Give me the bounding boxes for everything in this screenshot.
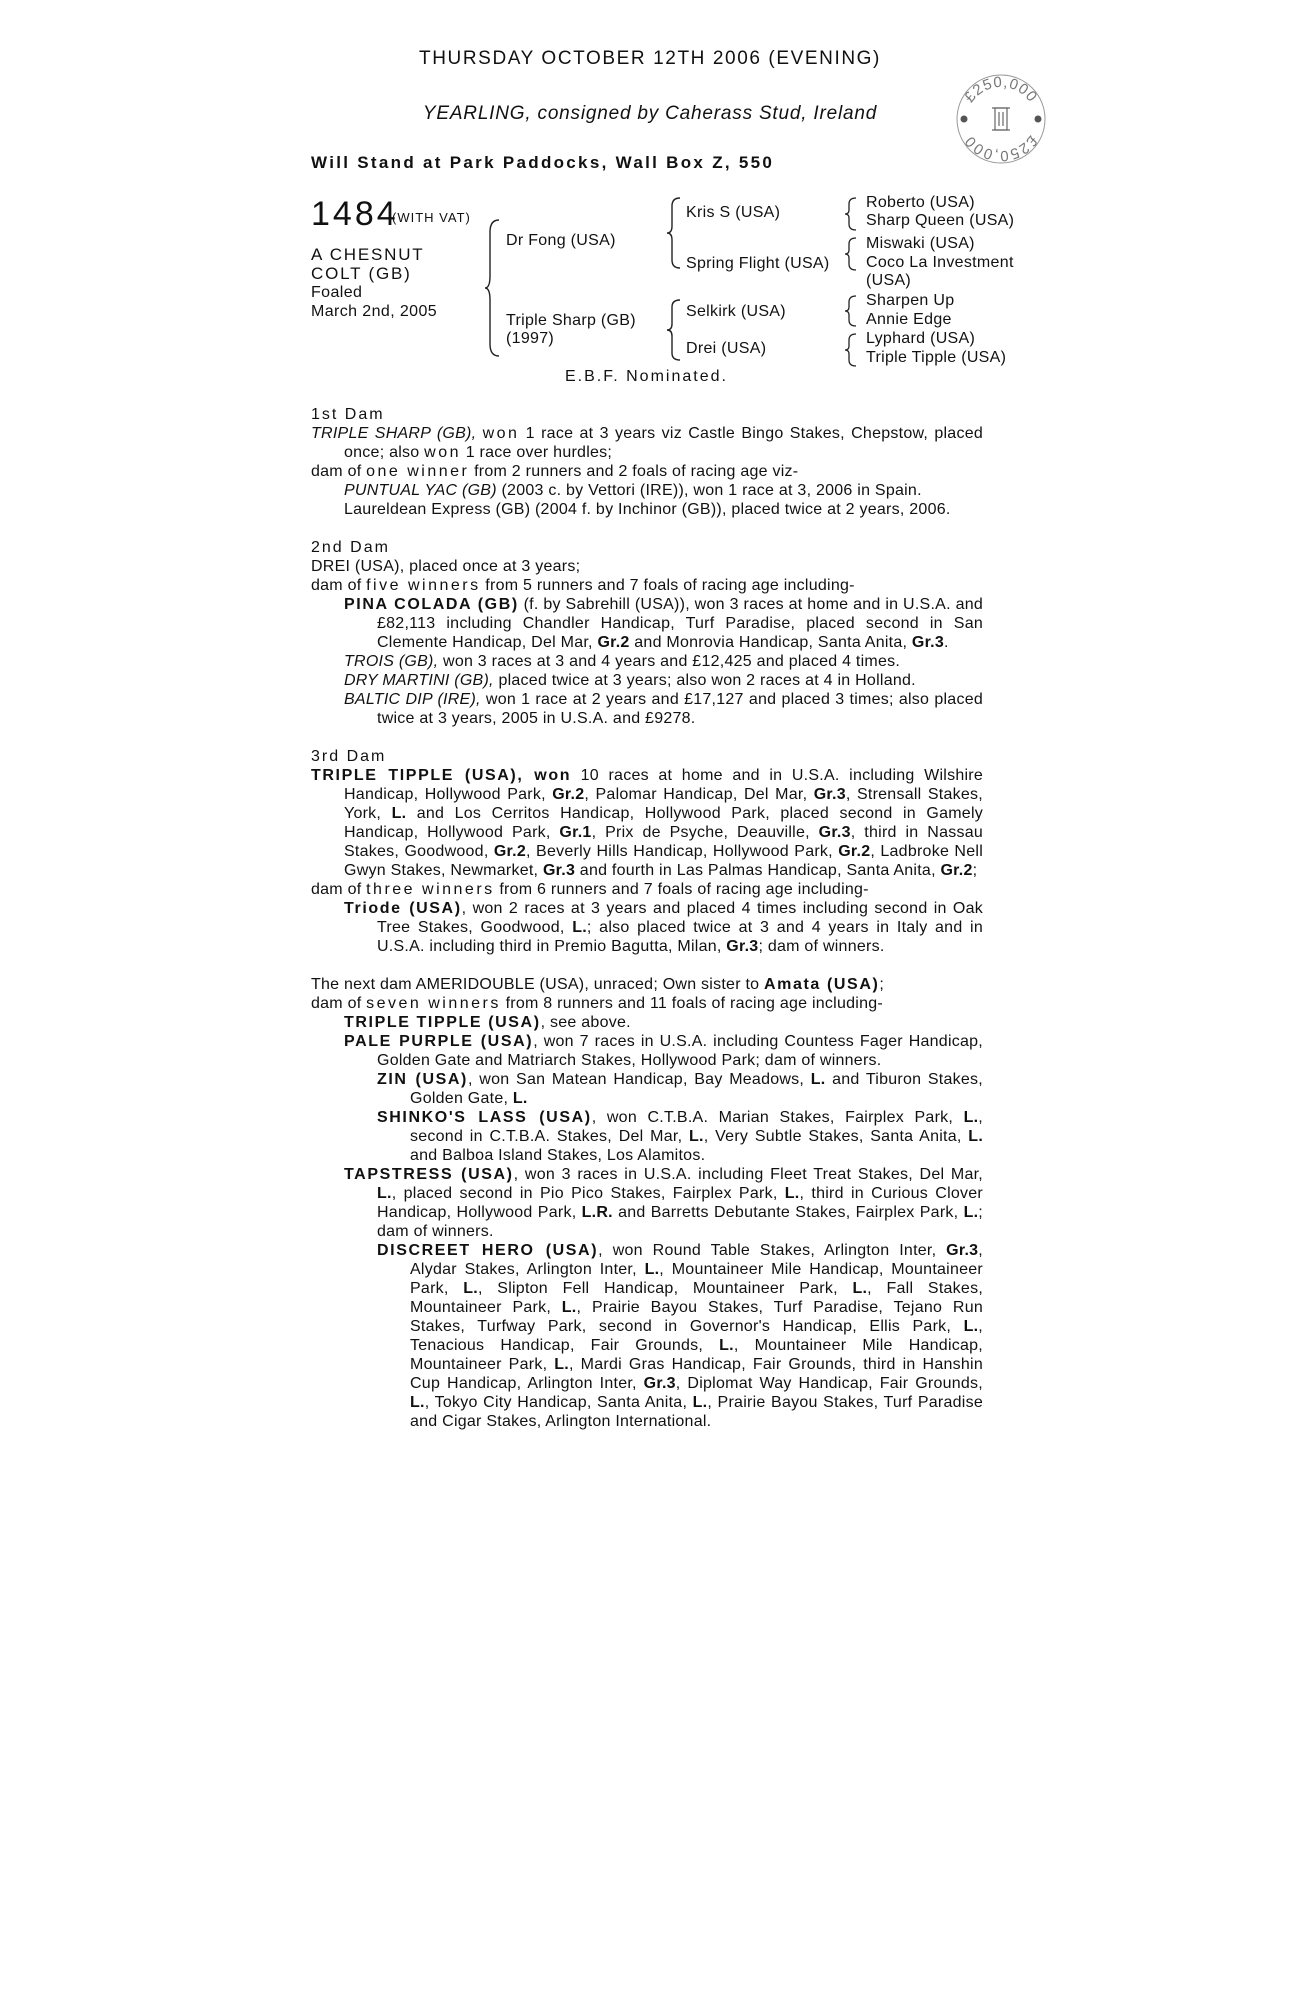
g1-roberto: Roberto (USA) [866, 194, 975, 211]
pedigree-notes [311, 405, 983, 1431]
foaled-date: March 2nd, 2005 [311, 303, 438, 320]
sale-date: THURSDAY OCTOBER 12TH 2006 (EVENING) [419, 48, 881, 69]
produce-laureldean-express: Laureldean Express (GB) (2004 f. by Inchinor (GB)), placed twice at 2 years, 2006. [344, 501, 951, 518]
produce-pina-colada: PINA COLADA (GB) (f. by Sabrehill (USA)), won 3 races at home and in U.S.A. and £82,113 including Chandler Handicap, Turf Paradise, placed second in San Clemente Handicap, Del Mar, Gr.2 and Monrovia Handicap, Santa Anita, Gr.3. [344, 596, 984, 651]
produce-discreet-hero: DISCREET HERO (USA), won Round Table Stakes, Arlington Inter, Gr.3, Alydar Stakes, Arlington Inter, L., Mountaineer Mile Handicap, Mountaineer Park, L., Slipton Fell Handicap, Mountaineer Park, L., Fall Stakes, Mountaineer Park, L., Prairie Bayou Stakes, Turf Paradise, Tejano Run Stakes, Turfway Park, second in Governor's Handicap, Ellis Park, L., Tenacious Handicap, Fair Grounds, L., Mountaineer Mile Handicap, Mountaineer Park, L., Mardi Gras Handicap, Fair Grounds, third in Hanshin Cup Handicap, Arlington Inter, Gr.3, Diplomat Way Handicap, Fair Grounds, L., Tokyo City Handicap, Santa Anita, L., Prairie Bayou Stakes, Turf Paradise and Cigar Stakes, Arlington International. [377, 1242, 984, 1430]
produce-triple-tipple: TRIPLE TIPPLE (USA), see above. [344, 1014, 631, 1031]
first-dam-record: TRIPLE SHARP (GB), won 1 race at 3 years viz Castle Bingo Stakes, Chepstow, placed once; also won 1 race over hurdles; [311, 425, 983, 461]
consignment-line: YEARLING, consigned by Caherass Stud, Ireland [422, 103, 878, 124]
first-dam-name: TRIPLE SHARP (GB), [311, 425, 477, 442]
produce-baltic-dip: BALTIC DIP (IRE), won 1 race at 2 years and £17,127 and placed 3 times; also placed twice at 3 years, 2005 in U.S.A. and £9278. [344, 691, 983, 727]
dam-name: Triple Sharp (GB) [506, 312, 636, 329]
second-dam-heading: 2nd Dam [311, 539, 390, 556]
produce-pale-purple: PALE PURPLE (USA), won 7 races in U.S.A. including Countess Fager Handicap, Golden Gate and Matriarch Stakes, Hollywood Park; dam of winners. [344, 1033, 983, 1069]
g-brace-2 [844, 236, 858, 272]
sire-sire: Kris S (USA) [686, 204, 781, 221]
next-dam-produce-summary: dam of seven winners from 8 runners and 11 foals of racing age including- [311, 995, 883, 1012]
foaled-label: Foaled [311, 284, 363, 301]
sire-brace [666, 196, 682, 270]
g4-country: (USA) [866, 272, 912, 289]
stand-location: Will Stand at Park Paddocks, Wall Box Z, 550 [311, 153, 775, 172]
g8-triple-tipple: Triple Tipple (USA) [866, 349, 1007, 366]
next-dam-record: The next dam AMERIDOUBLE (USA), unraced; Own sister to Amata (USA); [311, 976, 885, 993]
g-brace-1 [844, 196, 858, 232]
dam-dam: Drei (USA) [686, 340, 767, 357]
stamp-text-bottom: £250,000 [961, 132, 1041, 165]
produce-triode: Triode (USA), won 2 races at 3 years and placed 4 times including second in Oak Tree Stakes, Goodwood, L.; also placed twice at 3 and 4 years in Italy and in U.S.A. including third in Premio Bagutta, Milan, Gr.3; dam of winners. [344, 900, 983, 955]
g3-miswaki: Miswaki (USA) [866, 235, 975, 252]
g-brace-3 [844, 294, 858, 328]
sire: Dr Fong (USA) [506, 232, 616, 249]
dam [506, 312, 636, 348]
sire-dam: Spring Flight (USA) [686, 255, 830, 272]
produce-shinkos-lass: SHINKO'S LASS (USA), won C.T.B.A. Marian Stakes, Fairplex Park, L., second in C.T.B.A. Stakes, Del Mar, L., Very Subtle Stakes, Santa Anita, L. and Balboa Island Stakes, Los Alamitos. [377, 1109, 984, 1164]
g4-name: Coco La Investment [866, 254, 1014, 271]
stamp-emblem [992, 108, 1010, 130]
svg-text:£250,000 [961, 74, 1041, 106]
produce-dry-martini: DRY MARTINI (GB), placed twice at 3 years; also won 2 races at 4 in Holland. [344, 672, 916, 689]
lot-description: A CHESNUT COLT (GB) [311, 245, 425, 283]
vat-note: (WITH VAT) [392, 210, 471, 225]
third-dam-heading: 3rd Dam [311, 748, 387, 765]
sire-dam-brace [484, 218, 502, 358]
foaled-info [311, 283, 437, 321]
produce-tapstress: TAPSTRESS (USA), won 3 races in U.S.A. including Fleet Treat Stakes, Del Mar, L., placed second in Pio Pico Stakes, Fairplex Park, L., third in Curious Clover Handicap, Hollywood Park, L.R. and Barretts Debutante Stakes, Fairplex Park, L.; dam of winners. [344, 1166, 984, 1240]
g2-sharp-queen: Sharp Queen (USA) [866, 212, 1015, 229]
second-dam-produce-summary: dam of five winners from 5 runners and 7 foals of racing age including- [311, 577, 855, 594]
svg-text:£250,000 [961, 132, 1041, 164]
produce-zin: ZIN (USA), won San Matean Handicap, Bay Meadows, L. and Tiburon Stakes, Golden Gate, L. [377, 1071, 983, 1107]
g7-lyphard: Lyphard (USA) [866, 330, 976, 347]
produce-puntual-yac: PUNTUAL YAC (GB) (2003 c. by Vettori (IRE)), won 1 race at 3, 2006 in Spain. [344, 482, 922, 499]
first-dam-produce-summary: dam of one winner from 2 runners and 2 foals of racing age viz- [311, 463, 799, 480]
second-dam-record: DREI (USA), placed once at 3 years; [311, 558, 581, 575]
first-dam-heading: 1st Dam [311, 406, 385, 423]
dam-sire: Selkirk (USA) [686, 303, 786, 320]
g5-sharpen-up: Sharpen Up [866, 292, 955, 309]
produce-trois: TROIS (GB), won 3 races at 3 and 4 years and £12,425 and placed 4 times. [344, 653, 901, 670]
third-dam-produce-summary: dam of three winners from 6 runners and 7 foals of racing age including- [311, 881, 869, 898]
g4-coco-la-investment [866, 254, 1014, 290]
g6-annie-edge: Annie Edge [866, 311, 952, 328]
dam-brace [666, 298, 682, 362]
g-brace-4 [844, 332, 858, 368]
price-stamp [952, 70, 1050, 168]
ebf-nominated: E.B.F. Nominated. [565, 368, 728, 385]
third-dam-record: TRIPLE TIPPLE (USA), won 10 races at home and in U.S.A. including Wilshire Handicap, Hollywood Park, Gr.2, Palomar Handicap, Del Mar, Gr.3, Strensall Stakes, York, L. and Los Cerritos Handicap, Hollywood Park, placed second in Gamely Handicap, Hollywood Park, Gr.1, Prix de Psyche, Deauville, Gr.3, third in Nassau Stakes, Goodwood, Gr.2, Beverly Hills Handicap, Hollywood Park, Gr.2, Ladbroke Nell Gwyn Stakes, Newmarket, Gr.3 and fourth in Las Palmas Handicap, Santa Anita, Gr.2; [311, 767, 984, 879]
stamp-text-top: £250,000 [961, 73, 1041, 106]
dam-year: (1997) [506, 330, 555, 347]
lot-number: 1484 [311, 195, 399, 233]
